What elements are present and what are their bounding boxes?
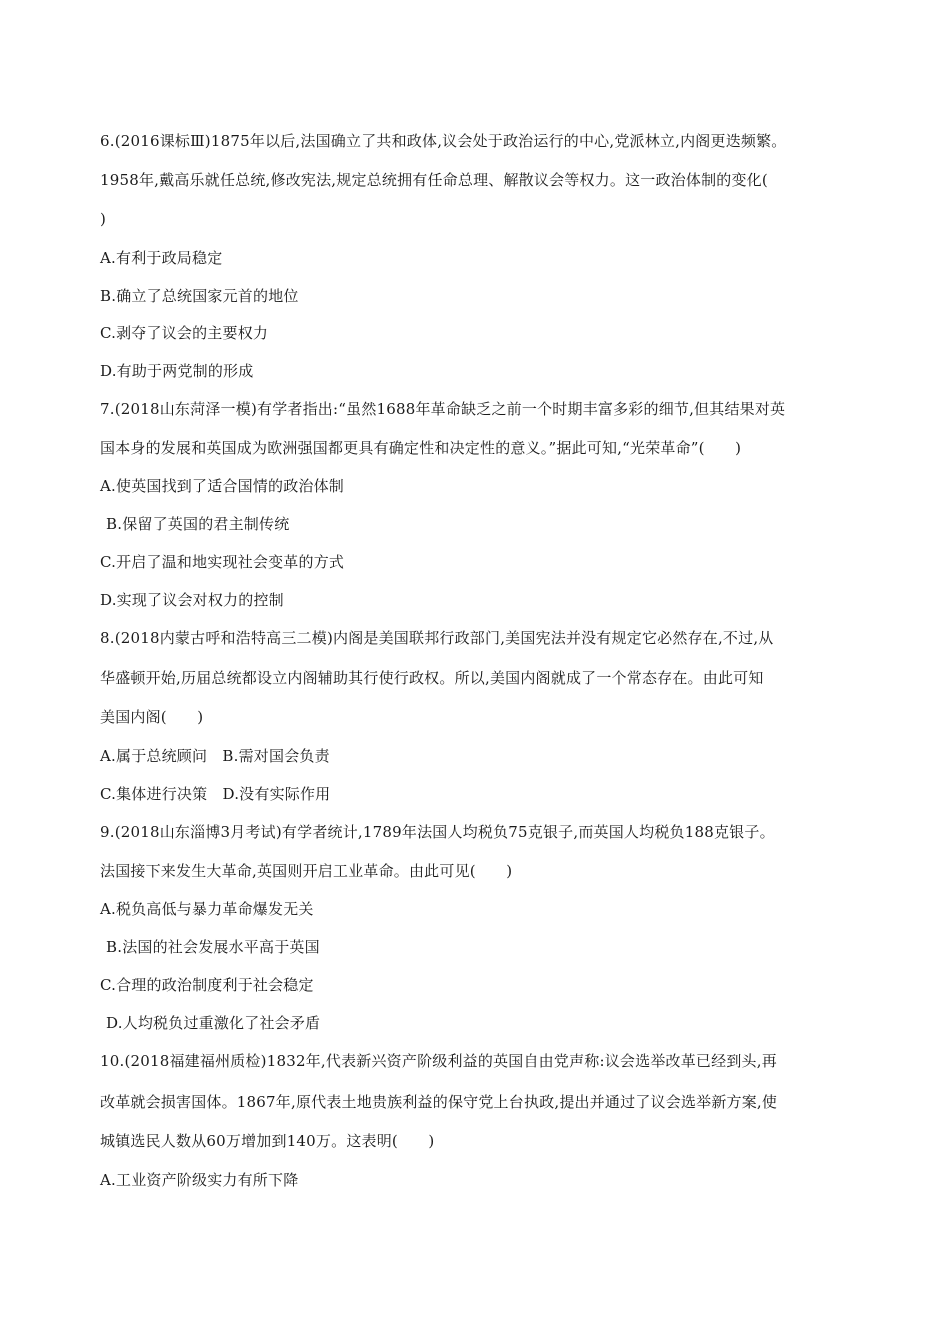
q6-option-d: D.有助于两党制的形成 — [100, 362, 254, 380]
q6-option-a: A.有利于政局稳定 — [100, 249, 223, 267]
q8-stem-line-1: 8.(2018内蒙古呼和浩特高三二模)内阁是美国联邦行政部门,美国宪法并没有规定它必然存在,不过,从 — [100, 629, 774, 647]
q8-options-ab: A.属于总统顾问 B.需对国会负责 — [100, 747, 330, 765]
q7-option-a: A.使英国找到了适合国情的政治体制 — [100, 477, 345, 495]
q9-stem-line-1: 9.(2018山东淄博3月考试)有学者统计,1789年法国人均税负75克银子,而英国人均税负188克银子。 — [100, 823, 775, 841]
q7-stem-line-1: 7.(2018山东菏泽一模)有学者指出:“虽然1688年革命缺乏之前一个时期丰富多彩的细节,但其结果对英 — [100, 400, 786, 418]
q7-option-b: B.保留了英国的君主制传统 — [106, 515, 290, 533]
q10-option-a: A.工业资产阶级实力有所下降 — [100, 1171, 299, 1189]
q6-stem-line-3: ) — [100, 210, 107, 228]
q8-stem-line-3: 美国内阁( ) — [100, 708, 204, 726]
q6-option-b: B.确立了总统国家元首的地位 — [100, 287, 299, 305]
q6-option-c: C.剥夺了议会的主要权力 — [100, 324, 269, 342]
q9-option-d: D.人均税负过重激化了社会矛盾 — [106, 1014, 321, 1032]
q9-option-a: A.税负高低与暴力革命爆发无关 — [100, 900, 314, 918]
q10-stem-line-1: 10.(2018福建福州质检)1832年,代表新兴资产阶级利益的英国自由党声称:议会选举改革已经到头,再 — [100, 1052, 777, 1070]
q9-option-c: C.合理的政治制度利于社会稳定 — [100, 976, 314, 994]
q10-stem-line-3: 城镇选民人数从60万增加到140万。这表明( ) — [100, 1132, 435, 1150]
q6-stem-line-2: 1958年,戴高乐就任总统,修改宪法,规定总统拥有任命总理、解散议会等权力。这一政治体制的变化( — [100, 171, 768, 189]
q9-stem-line-2: 法国接下来发生大革命,英国则开启工业革命。由此可见( ) — [100, 862, 513, 880]
q7-option-c: C.开启了温和地实现社会变革的方式 — [100, 553, 345, 571]
q7-option-d: D.实现了议会对权力的控制 — [100, 591, 284, 609]
q8-options-cd: C.集体进行决策 D.没有实际作用 — [100, 785, 331, 803]
q8-stem-line-2: 华盛顿开始,历届总统都设立内阁辅助其行使行政权。所以,美国内阁就成了一个常态存在。由此可知 — [100, 669, 764, 687]
q9-option-b: B.法国的社会发展水平高于英国 — [106, 938, 320, 956]
q6-stem-line-1: 6.(2016课标Ⅲ)1875年以后,法国确立了共和政体,议会处于政治运行的中心,党派林立,内阁更迭频繁。 — [100, 132, 787, 150]
q7-stem-line-2: 国本身的发展和英国成为欧洲强国都更具有确定性和决定性的意义。”据此可知,“光荣革命”( ) — [100, 439, 742, 457]
q10-stem-line-2: 改革就会损害国体。1867年,原代表土地贵族利益的保守党上台执政,提出并通过了议会选举新方案,使 — [100, 1093, 778, 1111]
